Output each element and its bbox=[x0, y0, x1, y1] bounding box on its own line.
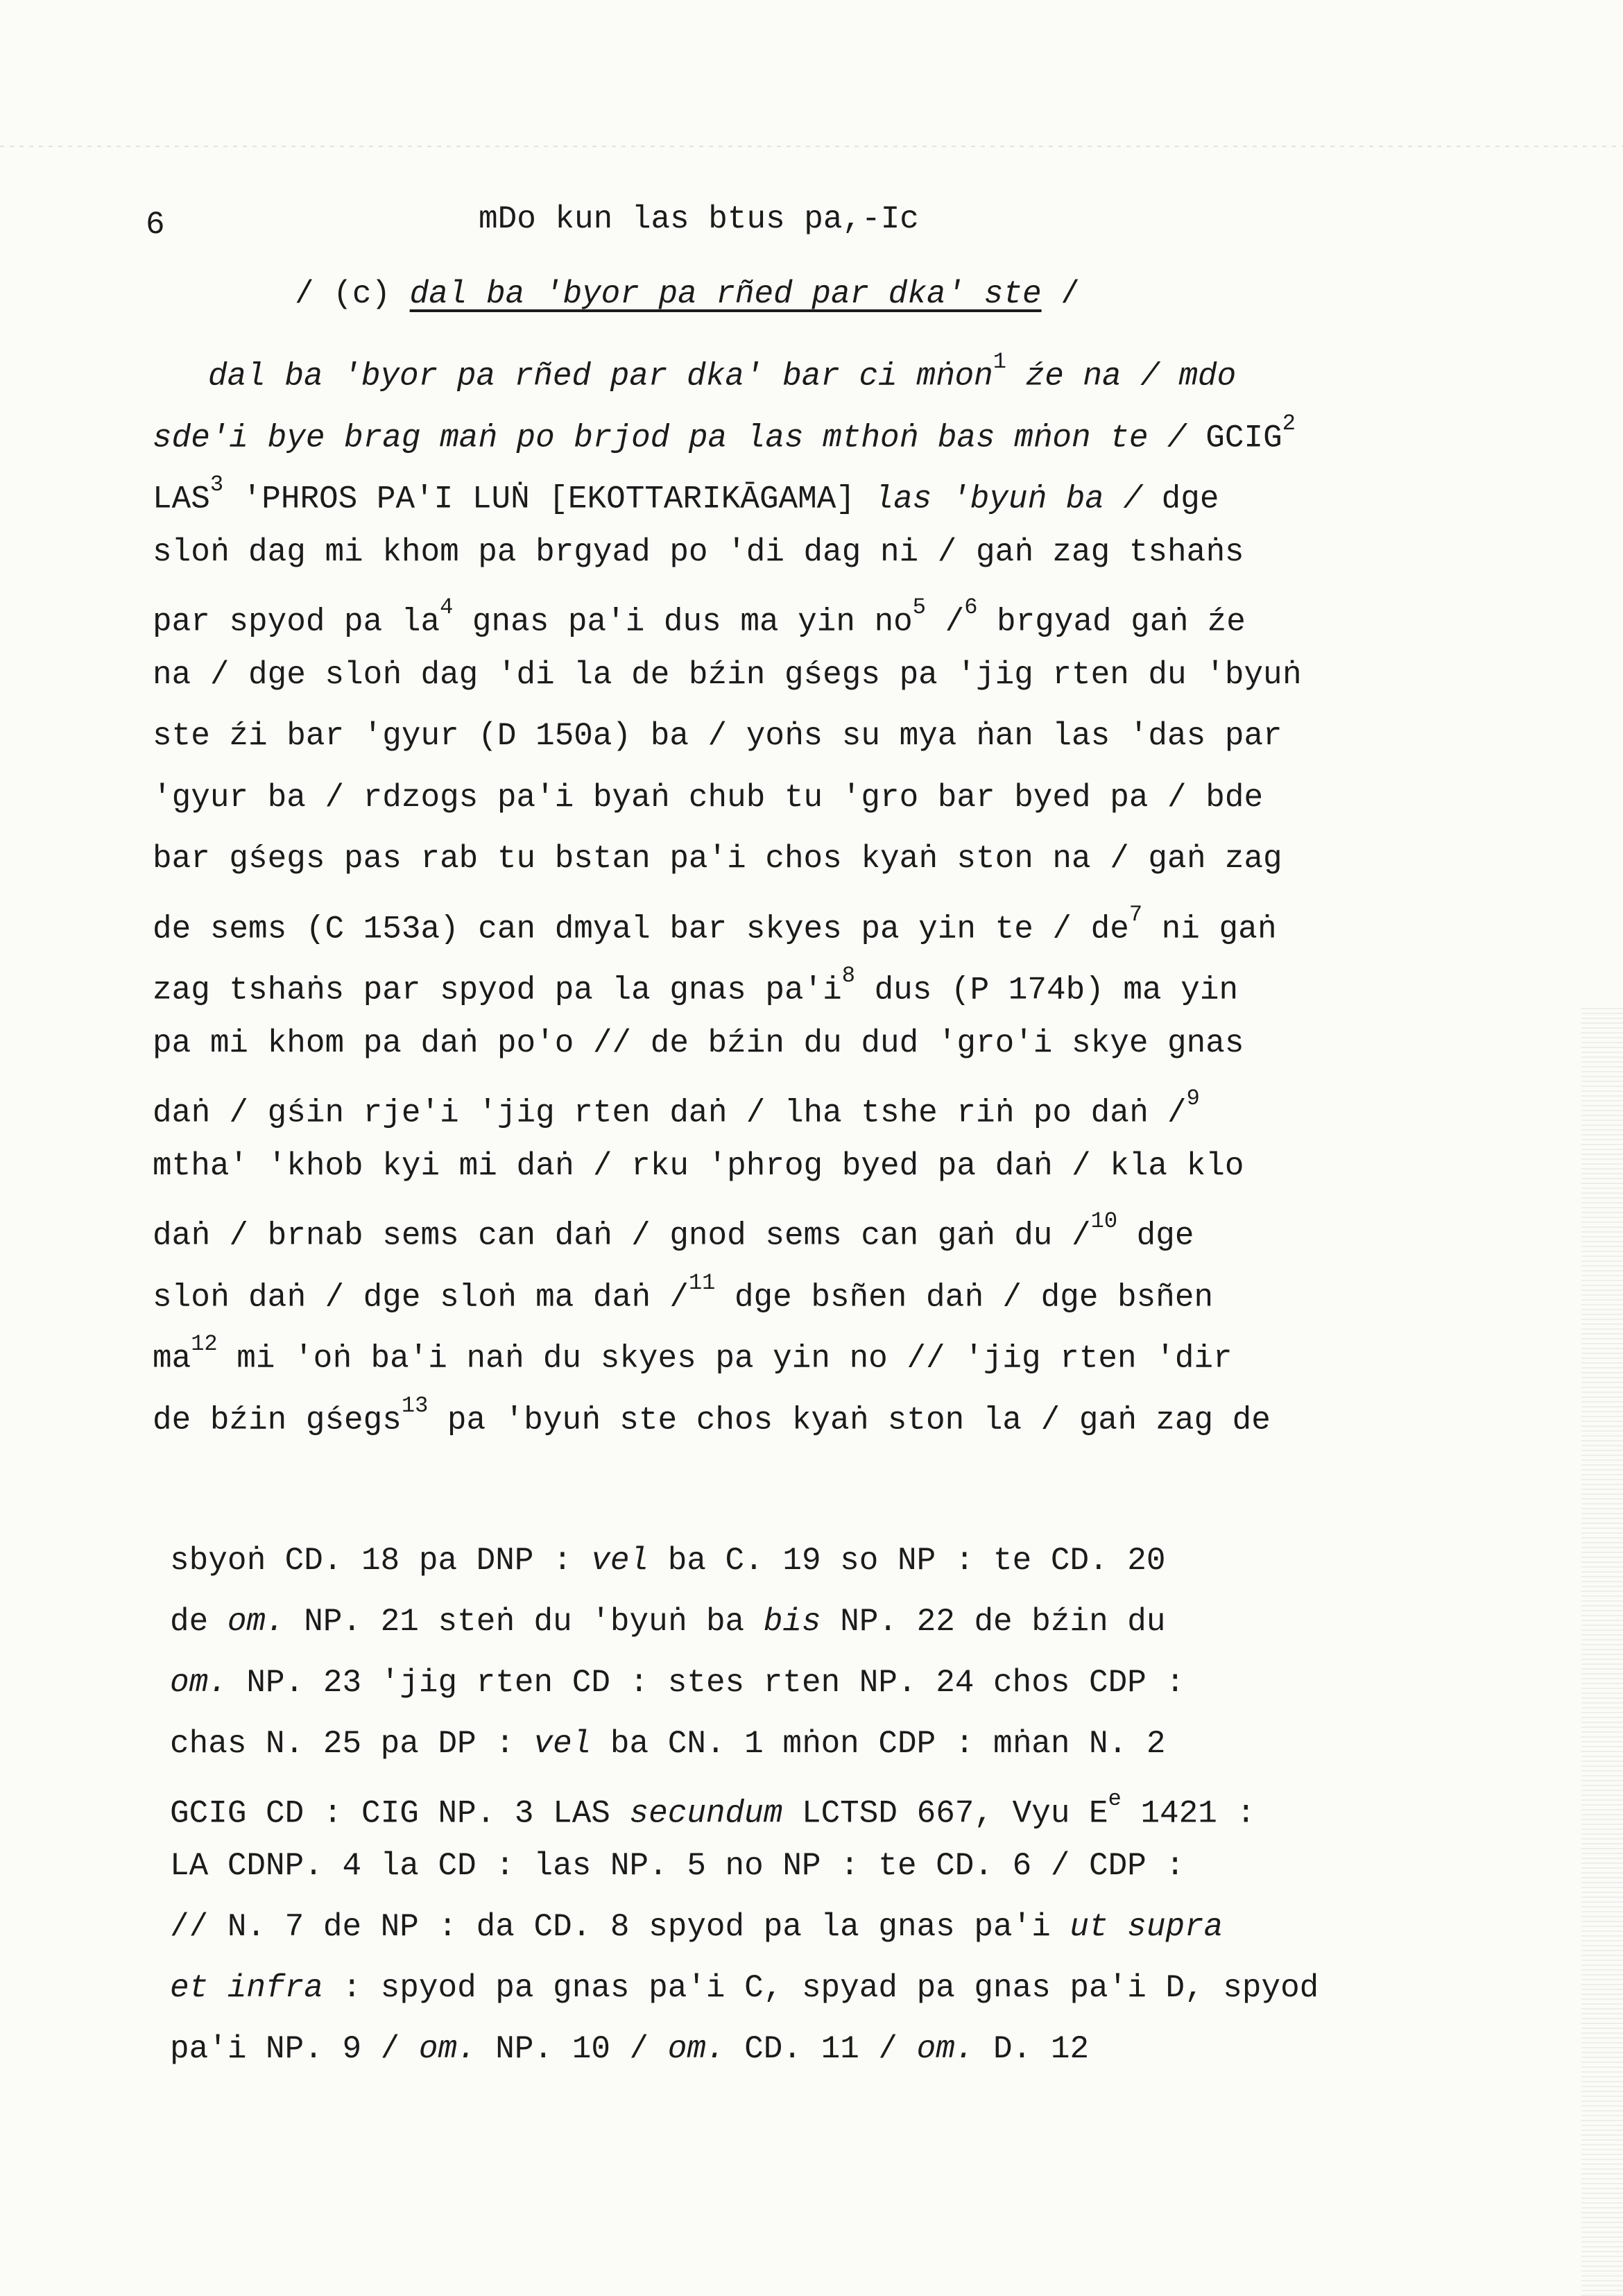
body-line: na / dge sloṅ dag 'di la de bźin gśegs pa 'jig rten du 'byuṅ bbox=[153, 656, 1302, 693]
body-line: ste źi bar 'gyur (D 150a) ba / yoṅs su mya ṅan las 'das par bbox=[153, 718, 1282, 754]
footnote-line: LA CDNP. 4 la CD : las NP. 5 no NP : te CD. 6 / CDP : bbox=[170, 1848, 1185, 1884]
body-line: pa mi khom pa daṅ po'o // de bźin du dud 'gro'i skye gnas bbox=[153, 1025, 1244, 1061]
body-line: bar gśegs pas rab tu bstan pa'i chos kyaṅ ston na / gaṅ zag bbox=[153, 841, 1282, 877]
section-heading-suffix: / bbox=[1041, 276, 1080, 312]
body-line: daṅ / gśin rje'i 'jig rten daṅ / lha tshe riṅ po daṅ /$^9$ bbox=[153, 1086, 1200, 1131]
section-heading bbox=[295, 276, 1080, 312]
body-line: $ma^{12}$ mi 'oṅ ba'i naṅ du skyes pa yin no // 'jig rten 'dir bbox=[153, 1331, 1233, 1377]
running-head: mDo kun las btus pa,-Ic bbox=[479, 201, 919, 237]
body-line: zag tshaṅs par spyod pa la gnas $pa'i^8$ dus (P 174b) ma yin bbox=[153, 963, 1239, 1009]
footnote-line: GCIG CD : CIG NP. 3 LAS secundum LCTSD 667, Vyu $E^e$ 1421 : bbox=[170, 1786, 1256, 1832]
scan-edge-speckle bbox=[1581, 1006, 1623, 2296]
body-line: sloṅ daṅ / dge sloṅ ma daṅ /$^{11}$ dge bsñen daṅ / dge bsñen bbox=[153, 1269, 1214, 1315]
footnote-line: pa'i NP. 9 / om. NP. 10 / om. CD. 11 / om. D. 12 bbox=[170, 2031, 1090, 2067]
footnote-line: // N. 7 de NP : da CD. 8 spyod pa la gnas pa'i ut supra bbox=[170, 1909, 1223, 1945]
footnote-line: de om. NP. 21 steṅ du 'byuṅ ba bis NP. 22 de bźin du bbox=[170, 1604, 1166, 1640]
footnote-line: chas N. 25 pa DP : vel ba CN. 1 mṅon CDP : mṅan N. 2 bbox=[170, 1726, 1166, 1762]
body-line: de sems (C 153a) can dmyal bar skyes pa yin te / $de^7$ ni gaṅ bbox=[153, 901, 1277, 947]
body-line: sde'i bye brag maṅ po brjod pa las mthoṅ bas mṅon te / GCIG$^2$ bbox=[153, 410, 1296, 456]
body-line: LAS$^3$ 'PHROS PA'I LUṄ [EKOTTARIKĀGAMA] las 'byuṅ ba / dge bbox=[153, 472, 1219, 517]
footnote-line: sbyoṅ CD. 18 pa DNP : vel ba C. 19 so NP : te CD. 20 bbox=[170, 1543, 1166, 1579]
body-line: sloṅ dag mi khom pa brgyad po 'di dag ni / gaṅ zag tshaṅs bbox=[153, 533, 1244, 570]
section-heading-prefix: / (c) bbox=[295, 276, 410, 312]
section-heading-title: dal ba 'byor pa rñed par dka' ste bbox=[409, 276, 1042, 312]
body-line: par spyod pa $la^4$ gnas pa'i dus ma yin $no^5$ /$^6$ brgyad gaṅ źe bbox=[153, 594, 1246, 640]
footnote-line: et infra : spyod pa gnas pa'i C, spyad pa gnas pa'i D, spyod bbox=[170, 1970, 1319, 2006]
footnote-line: om. NP. 23 'jig rten CD : stes rten NP. 24 chos CDP : bbox=[170, 1665, 1185, 1701]
page-number: 6 bbox=[146, 207, 165, 243]
body-line: dal ba 'byor pa rñed par dka' bar ci mṅon$^1$ źe na / mdo bbox=[208, 349, 1237, 395]
body-line: daṅ / brnab sems can daṅ / gnod sems can gaṅ du /$^{10}$ dge bbox=[153, 1208, 1194, 1254]
body-line: de bźin gśegs$^{13}$ pa 'byuṅ ste chos kyaṅ ston la / gaṅ zag de bbox=[153, 1392, 1271, 1438]
scan-top-rule bbox=[0, 146, 1623, 147]
body-line: 'gyur ba / rdzogs pa'i byaṅ chub tu 'gro bar byed pa / bde bbox=[153, 779, 1264, 816]
body-line: mtha' 'khob kyi mi daṅ / rku 'phrog byed pa daṅ / kla klo bbox=[153, 1147, 1244, 1184]
